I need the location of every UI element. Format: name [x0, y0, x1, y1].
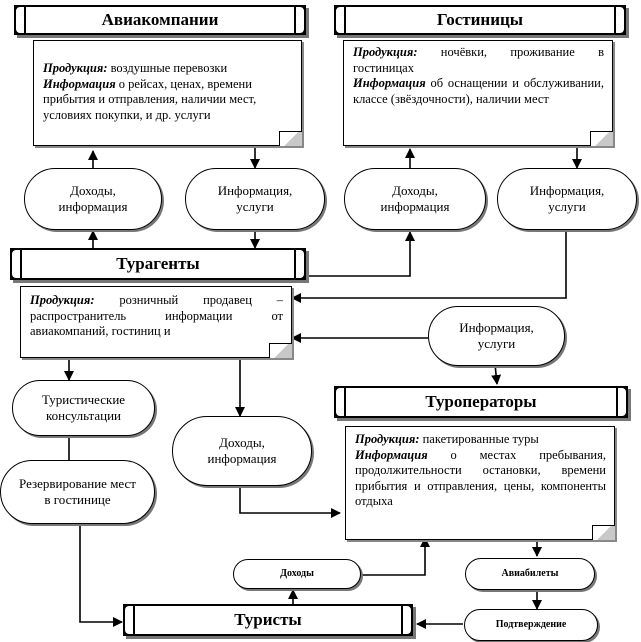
agents-product-text: розничный продавец – распространитель информации от авиакомпаний, гостиниц и [30, 293, 283, 338]
arrow-booking-to-tourists [80, 523, 122, 622]
airlines-title [14, 5, 306, 35]
arrow-hotel-info-to-agents [292, 228, 566, 298]
airlines-info-text: о рейсах, ценах, времени прибытия и отправления, наличии мест, условиях покупки, и др. услуги [43, 76, 257, 122]
operators-info-text: о местах пребывания, продолжительности остановки, времени прибытия и отправления, цены, компоненты отдыха [355, 447, 606, 508]
confirmation-node: Подтверждение [464, 609, 598, 641]
hotels-title-text: Гостиницы [436, 10, 524, 29]
arrow-opinfo-to-operators [495, 364, 497, 384]
page-curl-icon [592, 525, 615, 540]
page-curl-icon [269, 343, 292, 358]
income-node: Доходы [233, 559, 361, 589]
agents-doc [20, 286, 292, 358]
agents-title-text: Турагенты [116, 254, 200, 273]
operators-product-text: пакетированные туры [419, 432, 539, 446]
agents-product-label: Продукция: [30, 293, 95, 307]
page-curl-icon [279, 131, 302, 146]
operators-title-text: Туроператоры [425, 392, 537, 411]
airlines-info-label: Информация [43, 76, 116, 91]
tourists-title [123, 604, 413, 636]
air-tickets-node: Авиабилеты [465, 558, 595, 590]
operators-doc [345, 426, 615, 540]
hotels-info-text: об оснащении и обслуживании, классе (звёздочности), наличии мест [353, 76, 604, 106]
hotel-booking-node: Резервирование мест в гостинице [0, 460, 155, 524]
hotels-title [334, 5, 626, 35]
page-curl-icon [590, 131, 613, 146]
operators-info-services-node: Информация, услуги [428, 306, 565, 366]
airlines-info-services-node: Информация, услуги [185, 168, 325, 230]
agents-income-info-node: Доходы, информация [172, 416, 312, 486]
agents-title [10, 248, 306, 280]
arrow-agents-to-hotel-income [296, 232, 410, 276]
hotels-product-text: ночёвки, проживание в гостиницах [353, 45, 604, 75]
operators-product-label: Продукция: [355, 432, 420, 446]
hotels-product-label: Продукция: [353, 45, 418, 59]
airlines-title-text: Авиакомпании [101, 10, 219, 29]
consultations-node: Туристические консультации [12, 380, 155, 436]
operators-title [334, 386, 628, 418]
arrow-income-mid-to-operators [240, 486, 340, 513]
airlines-income-info-node: Доходы, информация [24, 168, 162, 230]
hotels-income-info-node: Доходы, информация [344, 168, 486, 230]
airlines-product-label: Продукция: [43, 61, 108, 75]
hotels-info-services-node: Информация, услуги [497, 168, 637, 230]
hotels-doc [343, 40, 613, 146]
airlines-product-text: воздушные перевозки [107, 61, 228, 75]
airlines-doc [33, 40, 302, 146]
tourists-title-text: Туристы [234, 610, 302, 629]
operators-info-label: Информация [355, 447, 428, 462]
hotels-info-label: Информация [353, 76, 426, 90]
